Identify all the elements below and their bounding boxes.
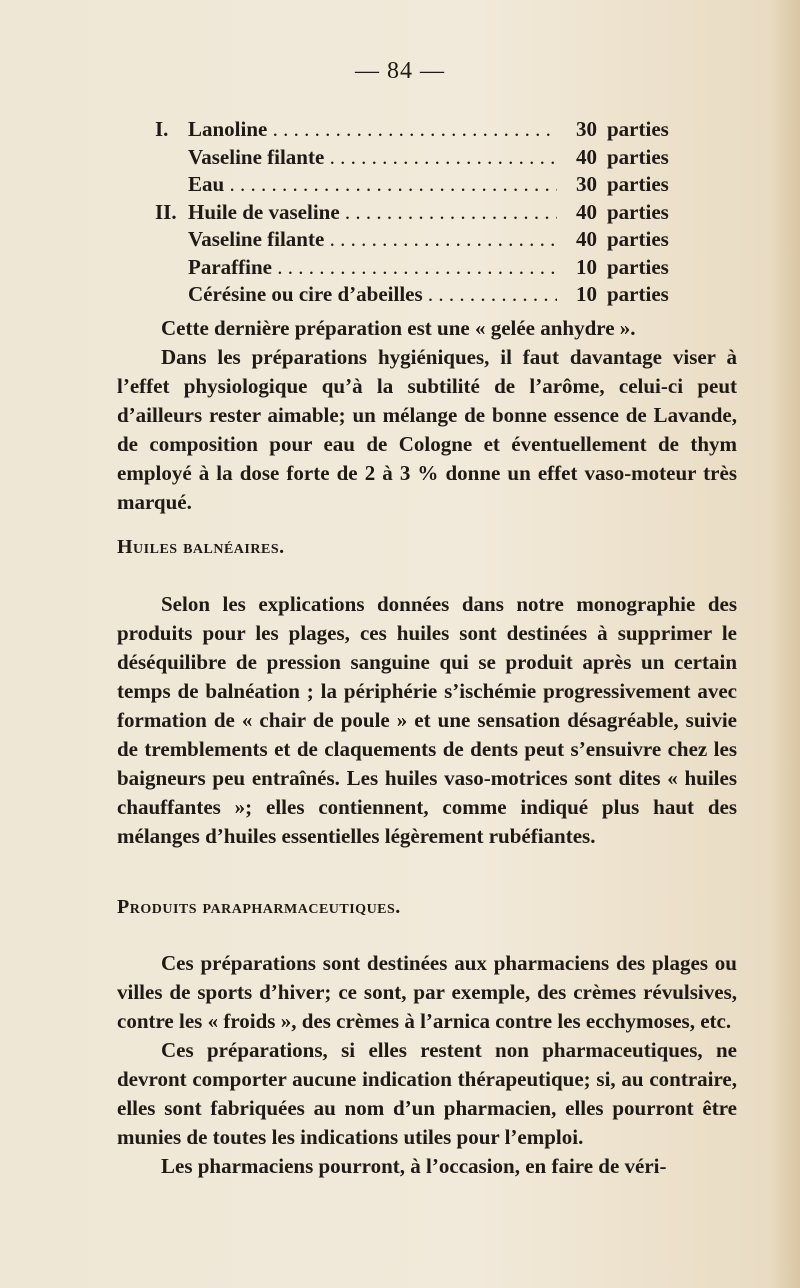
recipe-number — [155, 281, 188, 309]
ingredient-quantity: 40 — [576, 199, 597, 224]
section-heading-produits-parapharmaceutiques: Produits parapharmaceutiques. — [117, 896, 401, 918]
recipe-row — [155, 171, 715, 199]
ingredient-name: Paraffine . . . — [188, 254, 557, 282]
recipe-row — [155, 281, 715, 309]
page-number: — 84 — — [355, 58, 445, 84]
intro-text — [117, 314, 737, 517]
paragraph: Ces préparations, si elles restent non pharmaceutiques, ne devront comporter aucune indication thérapeutique; si, au contraire, elles sont fabriquées au nom d’un pharmacien, elles pourront être munies de toutes les indications utiles pour l’emploi. — [117, 1038, 737, 1149]
recipe-row — [155, 144, 715, 172]
recipe-row — [155, 226, 715, 254]
recipe-number — [155, 254, 188, 282]
ingredient-unit: parties — [607, 282, 669, 306]
paragraph: Dans les préparations hygiéniques, il faut davantage viser à l’effet physiologique qu’à la subtilité de l’arôme, celui-ci peut d’ailleurs rester aimable; un mélange de bonne essence de Lavande, de composition pour eau de Cologne et éventuellement de thym employé à la dose forte de 2 à 3 % donne un effet vaso-moteur très marqué. — [117, 345, 737, 514]
recipe-number — [155, 144, 188, 172]
ingredient-quantity: 30 — [576, 172, 597, 196]
section-heading-huiles-balneaires: Huiles balnéaires. — [117, 536, 285, 558]
paragraph: Selon les explications données dans notre monographie des produits pour les plages, ces huiles sont destinées à supprimer le déséquilibre de pression sanguine qui se produit après un certain temps de balnéation ; la périphérie s’ischémie progressivement avec formation de « chair de poule » et une sensation désagréable, suivie de tremblements et de claquements de dents peut s’ensuivre chez les baigneurs peu entraînés. Les huiles vaso-motrices sont dites « huiles chauffantes »; elles contiennent, comme indiqué plus haut des mélanges d’huiles essentielles légèrement rubéfiantes. — [117, 592, 737, 848]
ingredient-name: Huile de vaseline . . . — [188, 199, 557, 227]
ingredient-name: Eau . . . — [188, 171, 557, 199]
ingredient-unit: parties — [607, 199, 669, 224]
ingredient-quantity: 40 — [576, 144, 597, 169]
recipe-list — [155, 116, 715, 309]
recipe-number — [155, 171, 188, 199]
section-huiles-balneaires-text — [117, 590, 737, 851]
ingredient-unit: parties — [607, 117, 669, 141]
ingredient-quantity: 30 — [576, 117, 597, 141]
recipe-number — [155, 226, 188, 254]
recipe-number: II. — [155, 199, 177, 224]
paragraph: Ces préparations sont destinées aux pharmaciens des plages ou villes de sports d’hiver; ce sont, par exemple, des crèmes révulsives, contre les « froids », des crèmes à l’arnica contre les ecchymoses, etc. — [117, 951, 737, 1033]
ingredient-unit: parties — [607, 254, 669, 279]
recipe-row — [155, 116, 715, 144]
ingredient-unit: parties — [607, 227, 669, 251]
paragraph: Les pharmaciens pourront, à l’occasion, en faire de véri- — [161, 1154, 667, 1178]
recipe-row — [155, 199, 715, 227]
section-parapharmaceutiques-text — [117, 949, 737, 1181]
recipe-row — [155, 254, 715, 282]
ingredient-unit: parties — [607, 172, 669, 196]
ingredient-name: Vaseline filante . . . — [188, 226, 557, 254]
ingredient-name: Lanoline . . . — [188, 116, 557, 144]
paragraph: Cette dernière préparation est une « gelée anhydre ». — [161, 316, 636, 340]
ingredient-name: Cérésine ou cire d’abeilles . . . — [188, 281, 557, 309]
ingredient-quantity: 10 — [576, 254, 597, 279]
ingredient-unit: parties — [607, 144, 669, 169]
recipe-number: I. — [155, 117, 169, 141]
ingredient-name: Vaseline filante . . . — [188, 144, 557, 172]
ingredient-quantity: 40 — [576, 227, 597, 251]
ingredient-quantity: 10 — [576, 282, 597, 306]
